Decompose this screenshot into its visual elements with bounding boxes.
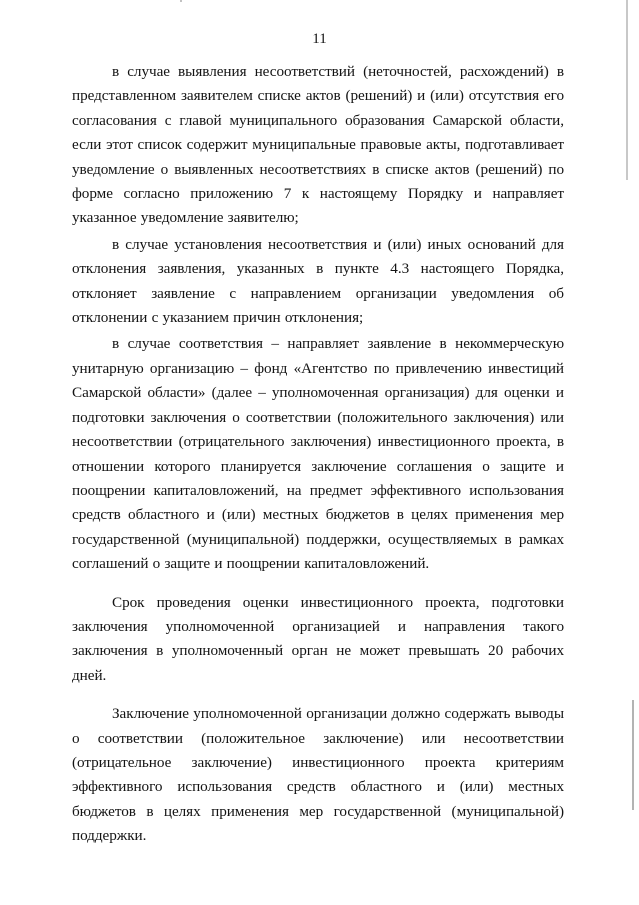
- scan-artifact-top-dot: [180, 0, 182, 2]
- document-body: [72, 60, 564, 861]
- paragraph-rejection: в случае установления несоответствия и (или) иных оснований для отклонения заявления, указанных в пункте 4.3 настоящего Порядка, отклоняет заявление с направлением организации уведомления об отклонении с указанием причин отклонения;: [72, 235, 564, 327]
- paragraph-discrepancy-notice: в случае выявления несоответствий (неточностей, расхождений) в представленном заявителем списке актов (решений) и (или) отсутствия его согласования с главой муниципального образования Самарской области, если этот список содержит муниципальные правовые акты, подготавливает уведомление о выявленных несоответствиях в списке актов (решений) по форме согласно приложению 7 к настоящему Порядку и направляет указанное уведомление заявителю;: [72, 63, 564, 227]
- paragraph-compliance-referral: в случае соответствия – направляет заявление в некоммерческую унитарную организацию – фонд «Агентство по привлечению инвестиций Самарской области» (далее – уполномоченная организация) для оценки и подготовки заключения о соответствии (положительного заключения) или несоответствии (отрицательного заключения) инвестиционного проекта, в отношении которого планируется заключение соглашения о защите и поощрении капиталовложений, на предмет эффективного использования средств областного и (или) местных бюджетов в целях применения мер государственной (муниципальной) поддержки, осуществляемых в рамках соглашений о защите и поощрении капиталовложений.: [72, 335, 564, 573]
- paragraph-conclusion-content: Заключение уполномоченной организации должно содержать выводы о соответствии (положительное заключение) или несоответствии (отрицательное заключение) инвестиционного проекта критериям эффективного использования средств областного и (или) местных бюджетов в целях применения мер государственной (муниципальной) поддержки.: [72, 705, 564, 845]
- scan-artifact-bottom-right: [632, 700, 634, 810]
- page-number: 11: [312, 31, 327, 47]
- paragraph-assessment-deadline: Срок проведения оценки инвестиционного проекта, подготовки заключения уполномоченной организацией и направления такого заключения в уполномоченный орган не может превышать 20 рабочих дней.: [72, 593, 564, 684]
- scan-artifact-top-right: [626, 0, 628, 180]
